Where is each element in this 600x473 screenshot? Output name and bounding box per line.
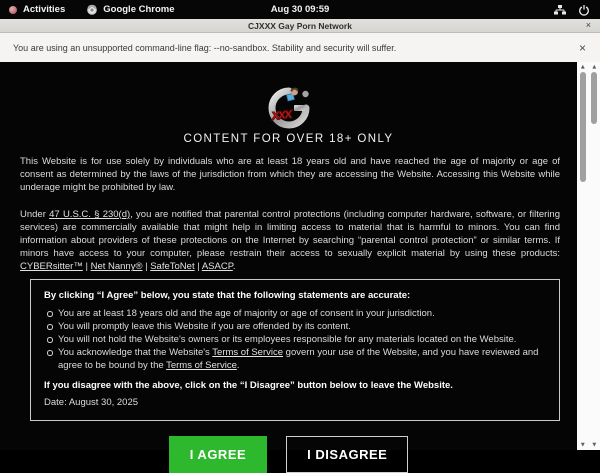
agreement-intro: By clicking “I Agree” below, you state that the following statements are accurate:	[44, 289, 546, 302]
cybersitter-link[interactable]: CYBERsitter™	[20, 261, 83, 272]
disagree-note: If you disagree with the above, click on the “I Disagree” button below to leave the Website.	[44, 379, 546, 392]
agreement-list	[44, 307, 546, 372]
i-agree-button[interactable]: I AGREE	[169, 436, 267, 473]
asacp-link[interactable]: ASACP	[202, 261, 233, 272]
p2-text-2: , you are notified that parental control protections (including computer hardware, software, or filtering services) are commercially available that might help in limiting access to material that is harmful to minors. You can find information about providers of these protections on the Internet by searching “parental control protection” or similar terms. If minors have access to your computer, please restrain their access to sexually explicit material by using these products:	[20, 209, 560, 260]
scroll-down-icon[interactable]: ▼	[589, 442, 600, 448]
law-230d-link[interactable]: 47 U.S.C. § 230(d)	[49, 209, 130, 220]
agreement-item-leave: You will promptly leave this Website if you are offended by its content.	[44, 320, 546, 333]
scroll-up-icon[interactable]: ▲	[577, 64, 589, 70]
age-gate-heading: CONTENT FOR OVER 18+ ONLY	[0, 133, 577, 145]
network-icon[interactable]	[554, 4, 566, 16]
agreement-box	[30, 279, 560, 421]
app-menu-google-chrome[interactable]	[71, 4, 174, 15]
p2-text-1: Under	[20, 209, 49, 220]
scroll-down-icon[interactable]: ▼	[577, 442, 589, 448]
date-line: Date: August 30, 2025	[44, 396, 546, 409]
terms-of-service-link-1[interactable]: Terms of Service	[212, 347, 283, 358]
tos-text-3: .	[237, 360, 240, 371]
activities-button[interactable]	[9, 4, 65, 15]
agreement-item-tos	[44, 346, 546, 372]
browser-viewport	[0, 62, 600, 450]
inner-scrollbar[interactable]	[577, 62, 589, 450]
scrollbar-zone	[577, 62, 600, 450]
logo-xxx-text: xxx	[269, 105, 293, 124]
cjxxx-logo-icon	[267, 87, 311, 131]
infobar-message: You are using an unsupported command-line flag: --no-sandbox. Stability and security will suffer.	[0, 43, 396, 53]
window-titlebar	[0, 19, 600, 33]
safetonet-link[interactable]: SafeToNet	[150, 261, 194, 272]
window-title: CJXXX Gay Porn Network	[248, 21, 352, 31]
window-scrollbar[interactable]	[589, 62, 600, 450]
window-scrollbar-thumb[interactable]	[591, 72, 597, 124]
p2-terminator: .	[233, 261, 236, 272]
agreement-item-age: You are at least 18 years old and the age of majority or age of consent in your jurisdiction.	[44, 307, 546, 320]
tos-text-1: You acknowledge that the Website's	[58, 347, 212, 358]
activities-dot-icon	[9, 6, 17, 14]
i-disagree-button[interactable]: I DISAGREE	[286, 436, 408, 473]
clock[interactable]: Aug 30 09:59	[271, 4, 330, 15]
age-paragraph-1: This Website is for use solely by individuals who are at least 18 years old and have reached the age of majority or age of consent as determined by the laws of the jurisdiction from which they are accessing the Website. Accessing this Website while underage might be prohibited by law.	[20, 155, 560, 195]
p2-separator: |	[83, 261, 91, 272]
age-gate-buttons	[0, 436, 577, 473]
power-icon[interactable]	[578, 4, 590, 16]
chrome-infobar	[0, 33, 600, 62]
p2-separator: |	[195, 261, 202, 272]
tos-text-2: govern your use of the Website, and you have reviewed and agree to be bound by the	[58, 347, 538, 371]
scroll-up-icon[interactable]: ▲	[589, 64, 600, 70]
gnome-top-bar	[0, 0, 600, 19]
infobar-close-button[interactable]: ×	[579, 41, 600, 55]
activities-label: Activities	[23, 4, 65, 15]
netnanny-link[interactable]: Net Nanny®	[91, 261, 143, 272]
window-close-button[interactable]: ×	[583, 19, 594, 33]
chrome-icon	[87, 5, 97, 15]
age-gate-page	[0, 62, 577, 450]
inner-scrollbar-thumb[interactable]	[580, 72, 586, 182]
agreement-item-liability: You will not hold the Website's owners or its employees responsible for any materials located on the Website.	[44, 333, 546, 346]
app-menu-label: Google Chrome	[103, 4, 174, 15]
age-paragraph-2	[20, 208, 560, 274]
p2-separator: |	[142, 261, 150, 272]
terms-of-service-link-2[interactable]: Terms of Service	[166, 360, 237, 371]
